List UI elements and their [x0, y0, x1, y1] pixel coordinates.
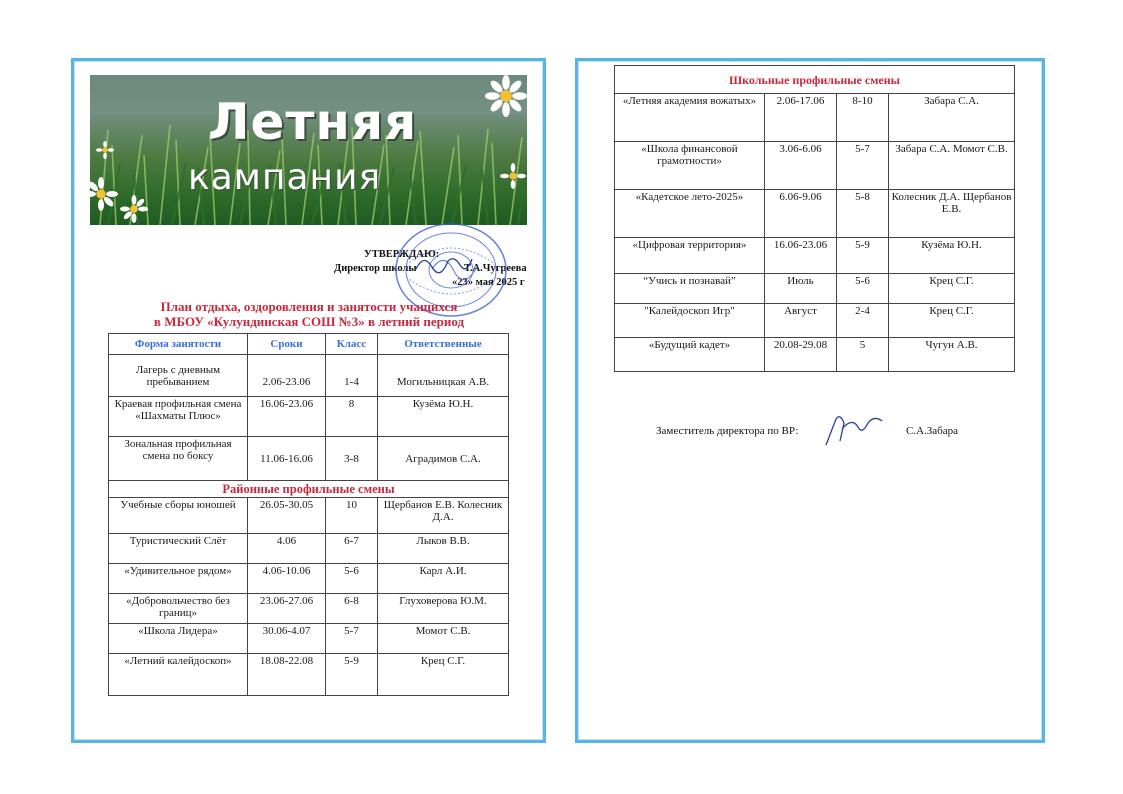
table-row [109, 594, 509, 624]
cell-grade: 3-8 [326, 437, 378, 481]
table-row [615, 338, 1015, 372]
director-signature [414, 251, 474, 277]
cell-form: «Школа Лидера» [109, 624, 248, 654]
cell-responsible: Лыков В.В. [378, 534, 509, 564]
cell-grade: 5 [837, 338, 889, 372]
left-page [71, 58, 546, 743]
cell-responsible: Колесник Д.А. Щербанов Е.В. [889, 190, 1015, 238]
cell-grade: 5-6 [837, 274, 889, 304]
cell-form: Лагерь с дневным пребыванием [109, 355, 248, 397]
cell-grade: 5-9 [326, 654, 378, 696]
header-dates: Сроки [248, 334, 326, 355]
cell-dates: 4.06-10.06 [248, 564, 326, 594]
cell-responsible: Крец С.Г. [378, 654, 509, 696]
approval-name: Т.А.Чугреева [464, 263, 527, 274]
cell-dates: 6.06-9.06 [765, 190, 837, 238]
cell-form: "Калейдоскоп Игр" [615, 304, 765, 338]
summer-campaign-banner [90, 75, 527, 225]
daisy-icon [120, 195, 148, 223]
table-row [615, 238, 1015, 274]
deputy-signature [822, 411, 888, 451]
table-row [109, 534, 509, 564]
cell-form: «Летняя академия вожатых» [615, 94, 765, 142]
cell-dates: 11.06-16.06 [248, 437, 326, 481]
section-row [109, 481, 509, 498]
activity-plan-table [108, 333, 509, 696]
cell-grade: 6-7 [326, 534, 378, 564]
cell-dates: Август [765, 304, 837, 338]
approval-date: «23» мая 2025 г [452, 277, 525, 288]
cell-form: Туристический Слёт [109, 534, 248, 564]
cell-dates: 26.05-30.05 [248, 498, 326, 534]
right-page [575, 58, 1045, 743]
plan-title-line1: План отдыха, оздоровления и занятости учащихся [160, 299, 458, 314]
cell-dates: 2.06-17.06 [765, 94, 837, 142]
cell-grade: 5-9 [837, 238, 889, 274]
header-form: Форма занятости [109, 334, 248, 355]
daisy-icon [90, 177, 118, 211]
cell-responsible: Щербанов Е.В. Колесник Д.А. [378, 498, 509, 534]
cell-dates: 20.08-29.08 [765, 338, 837, 372]
cell-form: «Летний калейдоскоп» [109, 654, 248, 696]
cell-responsible: Глуховерова Ю.М. [378, 594, 509, 624]
daisy-icon [96, 141, 114, 159]
section-row [615, 66, 1015, 94]
table-row [615, 190, 1015, 238]
cell-dates: 23.06-27.06 [248, 594, 326, 624]
cell-dates: 30.06-4.07 [248, 624, 326, 654]
cell-grade: 5-6 [326, 564, 378, 594]
cell-form: «Школа финансовой грамотности» [615, 142, 765, 190]
banner-title-line1: Летняя [208, 93, 418, 151]
cell-form: Краевая профильная смена «Шахматы Плюс» [109, 397, 248, 437]
deputy-role: Заместитель директора по ВР: [656, 425, 799, 437]
table-row [615, 142, 1015, 190]
table-header-row [109, 334, 509, 355]
table-row [109, 564, 509, 594]
cell-responsible: Забара С.А. [889, 94, 1015, 142]
district-section-title: Районные профильные смены [109, 481, 509, 498]
cell-responsible: Крец С.Г. [889, 304, 1015, 338]
cell-form: Зональная профильная смена по боксу [109, 437, 248, 481]
cell-responsible: Могильницкая А.В. [378, 355, 509, 397]
cell-dates: 18.08-22.08 [248, 654, 326, 696]
table-row [615, 274, 1015, 304]
cell-grade: 6-8 [326, 594, 378, 624]
cell-grade: 1-4 [326, 355, 378, 397]
daisy-icon [485, 75, 527, 117]
cell-dates: 3.06-6.06 [765, 142, 837, 190]
cell-form: «Добровольчество без границ» [109, 594, 248, 624]
table-row [615, 94, 1015, 142]
cell-grade: 10 [326, 498, 378, 534]
cell-dates: 16.06-23.06 [248, 397, 326, 437]
header-grade: Класс [326, 334, 378, 355]
cell-form: «Будущий кадет» [615, 338, 765, 372]
cell-grade: 5-8 [837, 190, 889, 238]
cell-responsible: Кузёма Ю.Н. [889, 238, 1015, 274]
plan-title-line2: в МБОУ «Кулундинская СОШ №3» в летний период [153, 314, 465, 329]
cell-form: “Учись и познавай” [615, 274, 765, 304]
table-row [109, 654, 509, 696]
school-shifts-table [614, 65, 1015, 372]
cell-form: «Цифровая территория» [615, 238, 765, 274]
cell-responsible: Момот С.В. [378, 624, 509, 654]
cell-dates: Июль [765, 274, 837, 304]
table-row [109, 397, 509, 437]
cell-form: «Кадетское лето-2025» [615, 190, 765, 238]
school-shifts-title: Школьные профильные смены [615, 66, 1015, 94]
cell-form: «Удивительное рядом» [109, 564, 248, 594]
cell-dates: 16.06-23.06 [765, 238, 837, 274]
cell-responsible: Забара С.А. Момот С.В. [889, 142, 1015, 190]
table-row [109, 355, 509, 397]
approval-heading: УТВЕРЖДАЮ: [364, 249, 440, 260]
cell-responsible: Крец С.Г. [889, 274, 1015, 304]
cell-responsible: Аградимов С.А. [378, 437, 509, 481]
cell-responsible: Кузёма Ю.Н. [378, 397, 509, 437]
approval-role: Директор школы [334, 263, 417, 274]
cell-form: Учебные сборы юношей [109, 498, 248, 534]
cell-grade: 8 [326, 397, 378, 437]
cell-responsible: Чугун А.В. [889, 338, 1015, 372]
cell-grade: 5-7 [837, 142, 889, 190]
cell-responsible: Карл А.И. [378, 564, 509, 594]
table-row [109, 624, 509, 654]
deputy-name: С.А.Забара [906, 425, 959, 437]
banner-title-line2: кампания [188, 157, 382, 198]
daisy-icon [500, 163, 526, 189]
cell-grade: 8-10 [837, 94, 889, 142]
cell-dates: 4.06 [248, 534, 326, 564]
table-row [615, 304, 1015, 338]
table-row [109, 437, 509, 481]
cell-grade: 2-4 [837, 304, 889, 338]
table-row [109, 498, 509, 534]
cell-grade: 5-7 [326, 624, 378, 654]
cell-dates: 2.06-23.06 [248, 355, 326, 397]
header-responsible: Ответственные [378, 334, 509, 355]
